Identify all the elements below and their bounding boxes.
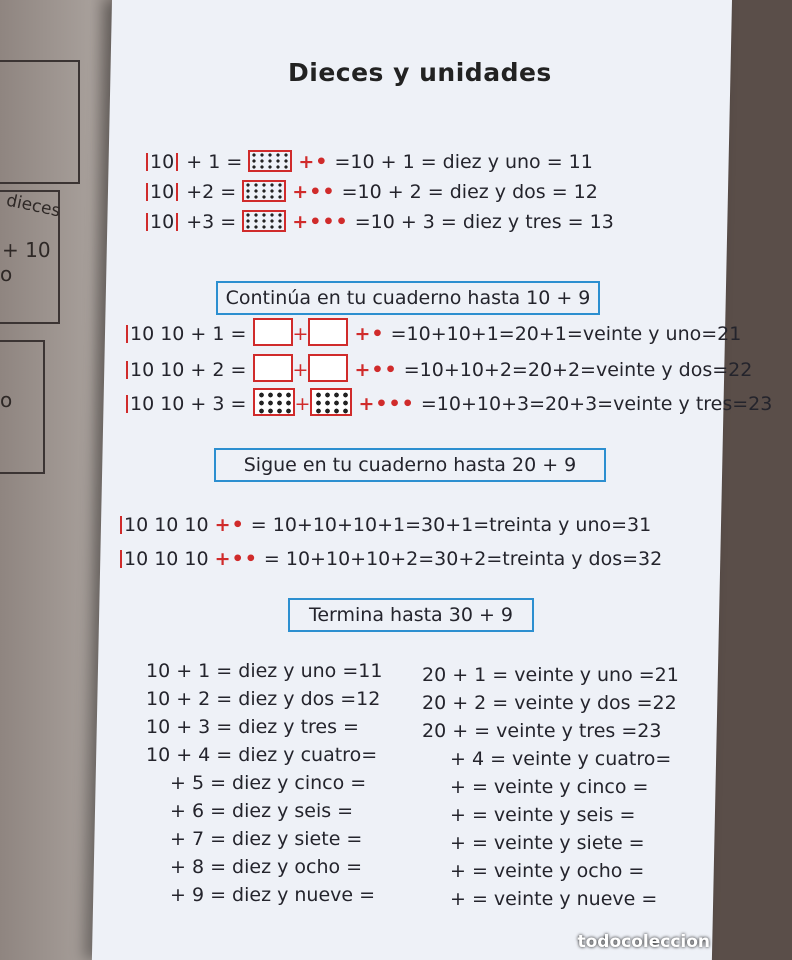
ten-dots-icon — [242, 210, 286, 232]
row-30-plus-2: 10 10 10 +•• = 10+10+10+2=30+2=treinta y dos=32 — [118, 548, 662, 570]
empty-box — [308, 318, 348, 346]
list-item: + = veinte y siete = — [450, 832, 645, 854]
left-fragment-2: + 10 — [2, 238, 51, 262]
workbook-page — [92, 0, 773, 960]
list-item: + 4 = veinte y cuatro= — [450, 748, 672, 770]
left-box-top — [0, 60, 80, 184]
ten-dots-icon — [248, 150, 292, 172]
left-fragment-4: o — [0, 388, 13, 412]
row-10-plus-2: 10 +2 = +•• =10 + 2 = diez y dos = 12 — [144, 180, 598, 203]
list-item: + 9 = diez y nueve = — [170, 884, 376, 906]
list-item: 20 + 1 = veinte y uno =21 — [422, 664, 679, 686]
ten-dots-icon — [242, 180, 286, 202]
list-item: + = veinte y cinco = — [450, 776, 649, 798]
list-item: 10 + 3 = diez y tres = — [146, 716, 359, 738]
list-item: + 7 = diez y siete = — [170, 828, 363, 850]
list-item: 20 + = veinte y tres =23 — [422, 720, 662, 742]
page-title: Dieces y unidades — [288, 58, 552, 87]
list-item: + 6 = diez y seis = — [170, 800, 354, 822]
list-item: + 5 = diez y cinco = — [170, 772, 367, 794]
banner-continua: Continúa en tu cuaderno hasta 10 + 9 — [216, 281, 600, 315]
row-10-plus-3: 10 +3 = +••• =10 + 3 = diez y tres = 13 — [144, 210, 614, 233]
left-fragment-3: o — [0, 262, 13, 286]
list-item: + = veinte y seis = — [450, 804, 636, 826]
list-item: 10 + 1 = diez y uno =11 — [146, 660, 383, 682]
empty-box — [308, 354, 348, 382]
list-item: 20 + 2 = veinte y dos =22 — [422, 692, 677, 714]
row-20-plus-3: 10 10 + 3 = + +••• =10+10+3=20+3=veinte y tres=23 — [124, 388, 772, 416]
banner-sigue: Sigue en tu cuaderno hasta 20 + 9 — [214, 448, 606, 482]
row-30-plus-1: 10 10 10 +• = 10+10+10+1=30+1=treinta y uno=31 — [118, 514, 651, 536]
row-20-plus-2: 10 10 + 2 = + +•• =10+10+2=20+2=veinte y dos=22 — [124, 354, 752, 382]
banner-termina: Termina hasta 30 + 9 — [288, 598, 534, 632]
empty-box — [253, 354, 293, 382]
list-item: + 8 = diez y ocho = — [170, 856, 363, 878]
list-item: 10 + 2 = diez y dos =12 — [146, 688, 381, 710]
left-fragment-1: dieces — [4, 190, 63, 222]
ten-dots-icon — [310, 388, 352, 416]
row-10-plus-1: 10 + 1 = +• =10 + 1 = diez y uno = 11 — [144, 150, 593, 173]
list-item: + = veinte y ocho = — [450, 860, 645, 882]
row-20-plus-1: 10 10 + 1 = + +• =10+10+1=20+1=veinte y uno=21 — [124, 318, 741, 346]
list-item: + = veinte y nueve = — [450, 888, 658, 910]
list-item: 10 + 4 = diez y cuatro= — [146, 744, 378, 766]
watermark: todocoleccion — [577, 932, 710, 952]
ten-dots-icon — [253, 388, 295, 416]
empty-box — [253, 318, 293, 346]
